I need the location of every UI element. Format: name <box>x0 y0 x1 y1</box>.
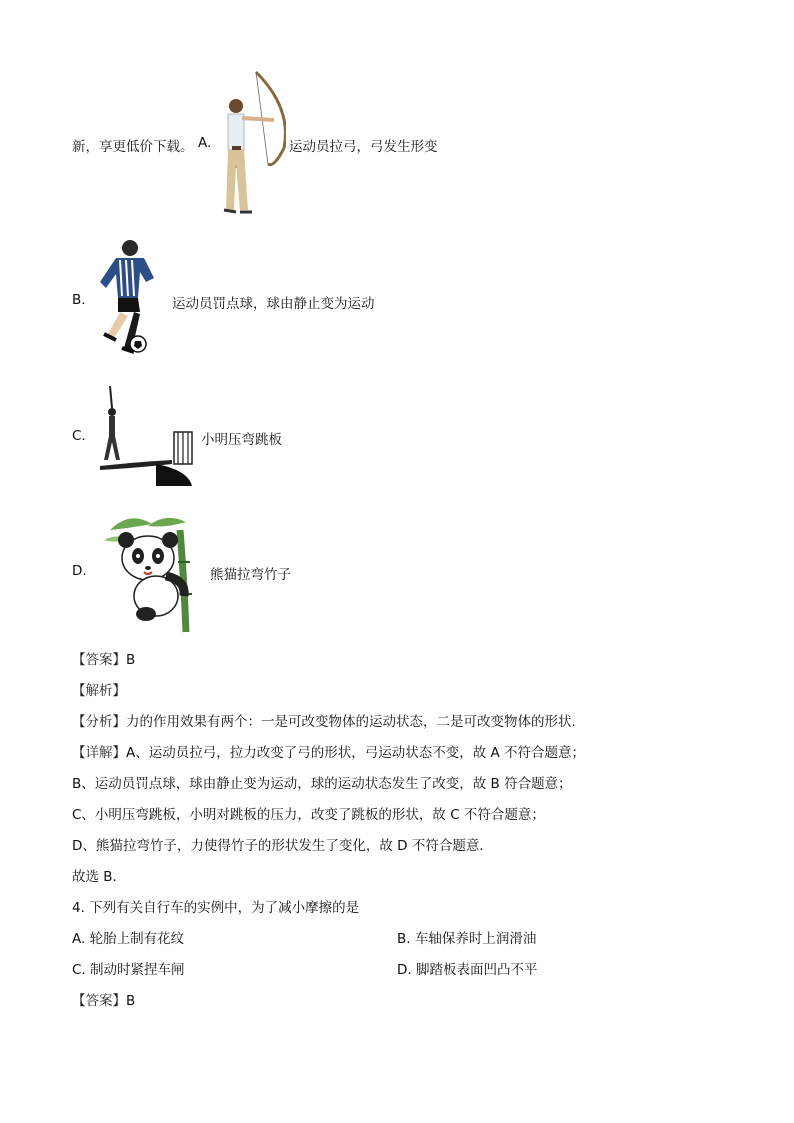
option-c-caption: 小明压弯跳板 <box>201 432 282 448</box>
analysis-label: 【解析】 <box>72 683 126 699</box>
detail-line-d: D、熊猫拉弯竹子，力使得竹子的形状发生了变化，故 D 不符合题意． <box>72 838 493 854</box>
header-fragment: 新，享更低价下载。 <box>72 139 194 155</box>
option-d-caption: 熊猫拉弯竹子 <box>210 567 291 583</box>
answer-value: B <box>126 652 136 668</box>
detail-text-a: A、运动员拉弓，拉力改变了弓的形状，弓运动状态不变，故 A 不符合题意； <box>126 745 586 761</box>
conclusion-line: 故选 B． <box>72 869 127 885</box>
diver-springboard-image <box>96 386 196 486</box>
question-4-option-c: C. 制动时紧捏车闸 <box>72 962 185 978</box>
detail-line-b: B、运动员罚点球，球由静止变为运动，球的运动状态发生了改变，故 B 符合题意； <box>72 776 572 792</box>
option-d-letter: D. <box>72 563 87 579</box>
question-4-answer-label: 【答案】 <box>72 993 126 1009</box>
option-c-letter: C. <box>72 428 86 444</box>
detail-line-c: C、小明压弯跳板，小明对跳板的压力，改变了跳板的形状，故 C 不符合题意； <box>72 807 545 823</box>
detail-label: 【详解】 <box>72 745 126 761</box>
football-player-image <box>94 238 170 360</box>
analysis-heading <box>72 682 126 700</box>
option-b-letter: B. <box>72 292 86 308</box>
detail-line-a <box>72 744 585 762</box>
question-4-answer-line <box>72 992 135 1010</box>
option-a-letter: A. <box>198 135 212 151</box>
question-4-option-a: A. 轮胎上制有花纹 <box>72 931 185 947</box>
answer-label: 【答案】 <box>72 652 126 668</box>
panda-bamboo-image <box>100 510 200 634</box>
option-a-caption: 运动员拉弓，弓发生形变 <box>289 139 438 155</box>
question-4-option-d: D. 脚踏板表面凹凸不平 <box>397 962 538 978</box>
analysis-intro-text: 力的作用效果有两个：一是可改变物体的运动状态，二是可改变物体的形状． <box>126 714 585 730</box>
question-4-option-b: B. 车轴保养时上润滑油 <box>397 931 537 947</box>
answer-line <box>72 651 135 669</box>
analysis-intro-label: 【分析】 <box>72 714 126 730</box>
question-4-stem: 4. 下列有关自行车的实例中，为了减小摩擦的是 <box>72 900 360 916</box>
analysis-intro-line <box>72 713 585 731</box>
archer-image <box>214 68 286 218</box>
question-4-answer-value: B <box>126 993 136 1009</box>
option-b-caption: 运动员罚点球，球由静止变为运动 <box>172 296 375 312</box>
